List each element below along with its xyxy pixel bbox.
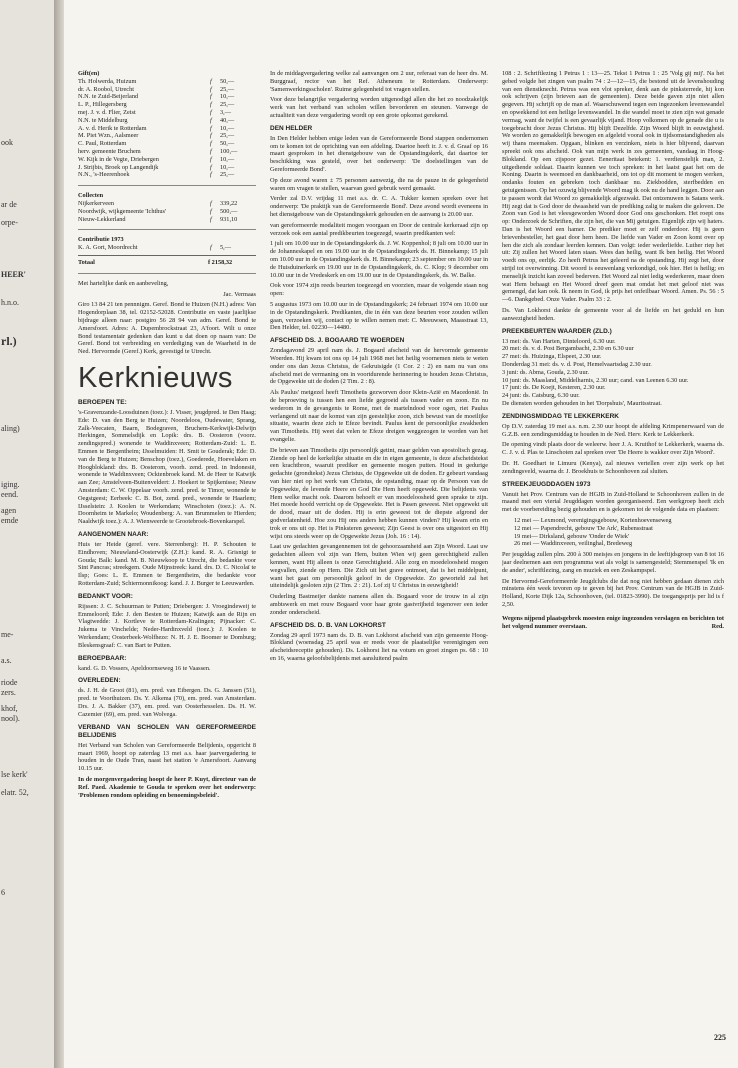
- divider: [78, 229, 256, 230]
- aangenomen-heading: AANGENOMEN NAAR:: [78, 530, 149, 538]
- currency-symbol: f: [210, 85, 212, 93]
- den-helder-heading: DEN HELDER: [270, 124, 313, 132]
- afscheid-bogaard-text: De brieven aan Timotheüs zijn persoonlijk getint, maar gelden van apostolisch gezag. Ziende op heel de kerkelijke situatie en die in eigen gemeente, is deze afscheidstekst een krachtbron, waaruit prediker en gemeente mogen putten. Houd in gedurige gedachte (grondtekst) Jezus Christus, de Opgewekte uit de doden. Er gebeurt vandaag van hier niet op het werk van Christus, de opstanding, maar op de Persoon van de Opgewekte, de levende Heere en God Die Hem heeft opgewekt. Die belijdenis van Hem welke macht ook. Daarom behoeft er van moedeloosheid geen sprake te zijn. Het moede hoofd verricht op de Opgewekte. Het is Pasen geweest. Niet opgewekt uit de dood, maar uit de doden. Hij is erin geweest tot de diepste afgrond der godverlatenheid. Hoe zou Hij ons anders hebben kunnen vinden? Hij kwam erin en trok er ons uit op. Het is Pinksteren geweest; Zijn Geest is over ons uitgestort en Hij wijst ons steeds weer op de Opgewekte Jezus (Joh. 16 : 14).: [270, 446, 488, 540]
- donor-name: W. Kijk in de Vegte, Driebergen: [78, 155, 159, 163]
- den-helder-text: Verder zal D.V. vrijdag 11 mei a.s. dr. C. A. Tukker komen spreken over het onderwerp: 'De praktijk van de Gereformeerde Bond'. Deze avond wordt eveneens in het dienstgebouw van de Opstandingskerk gehouden en de aanvang is 20.00 uur.: [270, 195, 488, 218]
- prev-fragment: HEER': [1, 270, 26, 279]
- thanks-line: Met hartelijke dank en aanbeveling,: [78, 279, 169, 287]
- currency-symbol: f: [210, 155, 212, 163]
- giro-info: Giro 13 84 21 ten pennnigm. Geref. Bond te Huizen (N.H.) adres: Van Hogendorplaan 38, tel. 02152-52028. Contributie en vaste jaarlijkse bijdrage alleen naar: postgiro 56 28 94 van adm. Geref. Bond te Amersfoort. Adres: A. Dupembrockstraat 23, A'foort. Wilt u onze Bond testamentair gedenken dan kunt u dat doen op naam van: De Geref. Bond tot verbreiding en verdediging van de Waarheid in de Ned. Hervormde (Geref.) Kerk, gevestigd te Utrecht.: [78, 301, 256, 356]
- streekjeugddagen-dates: [502, 517, 724, 548]
- table-row: [78, 164, 256, 172]
- bedankt-heading: BEDANKT VOOR:: [78, 592, 133, 600]
- donation-amount: 5,—: [220, 244, 232, 252]
- list-item: 12 mei — Lexmond, verenigingsgebouw, Kortenhoevenseweg: [514, 516, 672, 524]
- table-row: [78, 117, 256, 125]
- prev-fragment: eend.: [1, 490, 19, 499]
- donor-name: C. Paul, Rotterdam: [78, 140, 127, 148]
- list-item: 12 mei — Papendrecht, gebouw 'De Ark', Rubensstraat: [514, 524, 653, 532]
- beroepen-text: 's-Gravenzande-Loosduinen (toez.): J. Visser, jeugdpred. te Den Haag; Ede: D. van den Berg te Huizen; Noordeloos, Oudewater, Sprang, Zalk-Veecaten, Baarn, Bodegraven, Bruchem-Kerkwijk-Delwijn Herkingen, Sommelsdijk en Lopik: drs. B. Oosteron (voorz. zendingspred.) wonende te Waddinxveen; Rotterdam-Zuid: L. E. Emmen te Bergentheim; IJsselmuiden: H. Smit te Gouderak; Ede: D. van de Berg te Huizen; Benschop (toez.), Goederede, Hoevelaken en Hoogblokland: drs. B. Oosterom, voorh. zend. pred. in Indonesië, wonende te Waddinxveen; Ocktenbroek kand. M. de Heer te Katwijk aan Zee; Amstelveen-Buitenveldert: J. Hoekert te Spijkenisse; Nieuw Amsterdam: C. W. Oppelaar voorh. zend. pred. te Timor, wonende te Oegstgeest; Eerbeek: C. B. Bot, zend. pred., wonende te Haarlem; IJsselstein: J. Koolen te Werkendam; Winschoten (toez.): A. N. Doornheim te Markelo; Woudenberg: A. van Brummelen te Hierden; Naaldwijk toez.): A. J. Wienweerde te Grootebroek-Bovenkarspel.: [78, 408, 256, 526]
- list-item: 27 mei: ds. Huizinga, Elspeet, 2.30 uur.: [502, 353, 602, 361]
- donor-name: N.N. te Middelburg: [78, 116, 128, 124]
- footer-note: [502, 615, 724, 631]
- donation-amount: 50,—: [220, 77, 235, 85]
- column-2: [270, 70, 488, 1060]
- total-label: Totaal: [78, 258, 95, 266]
- table-row: [78, 148, 256, 156]
- table-row: [78, 78, 256, 86]
- donor-name: dr. A. Roobol, Utrecht: [78, 85, 134, 93]
- afscheid-lokhorst-text: Zondag 29 april 1973 nam ds. D. B. van Lokhorst afscheid van zijn gemeente Hoog-Blokland (woensdag 25 april was er reeds voor de plaatselijke verenigingen een afscheidsreceptie gehouden). Ds. Lokhorst liet na votum en groet zingen ps. 68 : 10 en 16, waarna geloofsbelijdenis met aansluitend psalm: [270, 631, 488, 662]
- beroepbaar-text: kand. G. D. Vossers, Apeldoornseweg 16 te Vaassen.: [78, 664, 211, 672]
- divider: [78, 255, 256, 256]
- gifts-table: [78, 78, 256, 179]
- afscheid-bogaard-text: Zondagavond 29 april nam ds. J. Bogaard afscheid van de hervormde gemeente Woerden. Hij kwam tot ons op 14 juli 1968 met het heilig voornemen niets te weten onder ons dan Jezus Christus, de Gekruisigde (1 Cor. 2 : 2) en nam nu van ons afscheid met de vermaning om in voortdurende herinnering te houden Jezus Christus, de Opgewekte uit de doden (2 Tim. 2 : 8).: [270, 347, 488, 386]
- collecten-table: [78, 200, 256, 223]
- currency-symbol: f: [210, 163, 212, 171]
- donation-amount: 3,—: [220, 108, 232, 116]
- list-item: 19 mei— Dirksland, gebouw 'Onder de Wiek': [514, 532, 630, 540]
- donation-amount: 10,—: [220, 124, 235, 132]
- list-item: De diensten worden gehouden in het 'Dorpshuis', Mauritsstraat.: [502, 399, 662, 407]
- currency-symbol: f: [210, 199, 212, 207]
- donor-name: N.N., 's-Heerenhoek: [78, 171, 130, 179]
- currency-symbol: f: [210, 132, 212, 140]
- currency-symbol: f: [210, 171, 212, 179]
- column-3: [502, 70, 724, 1060]
- den-helder-text: In Den Helder hebben enige leden van de Gereformeerde Bond stappen ondernomen om te komen tot de oprichting van een afdeling. Daartoe heeft ir. J. v. d. Graaf op 16 maart gesproken in het dienstgebouw van de Opstandingskerk, dat daartoe ter beschikking was gesteld, over het onderwerp: 'De doelstellingen van de Gereformeerde Bond'.: [270, 134, 488, 174]
- verband-afternoon: In de middagvergadering welke zal aanvangen om 2 uur, referaat van de heer drs. M. Burggraaf, rector van het Ref. Atheneum te Rotterdam. Onderwerp: 'Samenwerkingsscholen'. Ruime gelegenheid tot vragen stellen.: [270, 70, 488, 93]
- preekbeurten-heading: PREEKBEURTEN WAARDER (ZLD.): [502, 327, 612, 335]
- table-row: [78, 101, 256, 109]
- donor-name: L. P., Hillegersberg: [78, 101, 127, 109]
- verband-invitation: Voor deze belangrijke vergadering worden uitgenodigd allen die het zo noodzakelijk werk van het verband van scholen willen bevorderen en steunen. Vanwege de actualiteit van deze vergadering wordt op een grote opkomst gerekend.: [270, 96, 488, 119]
- donation-amount: 50,—: [220, 140, 235, 148]
- total-row: [78, 259, 256, 267]
- donation-amount: 500,—: [220, 207, 238, 215]
- zendingsmiddag-text: Op D.V. zaterdag 19 mei a.s. n.m. 2.30 uur hoopt de afdeling Krimpenerwaard van de G.Z.B. een zendingsmiddag te houden in de Ned. Herv. Kerk te Lekkerkerk.: [502, 422, 724, 438]
- table-row: [78, 86, 256, 94]
- donation-amount: 40,—: [220, 116, 235, 124]
- currency-symbol: f: [210, 108, 212, 116]
- total-amount: f 2158,32: [208, 258, 233, 266]
- prev-fragment: elatr. 52,: [1, 788, 29, 797]
- table-row: [78, 109, 256, 117]
- currency-symbol: f: [210, 147, 212, 155]
- afscheid-bogaard-heading: AFSCHEID DS. J. BOGAARD TE WOERDEN: [270, 337, 405, 345]
- table-row: [78, 132, 256, 140]
- table-row: [78, 171, 256, 179]
- prev-fragment: 6: [1, 888, 5, 897]
- list-item: 3 juni: ds. Abma, Gouda, 2.30 uur.: [502, 368, 589, 376]
- currency-symbol: f: [210, 244, 212, 252]
- list-item: 20 mei: ds. v. d. Post Bergambacht, 2.30 en 6.30 uur: [502, 345, 634, 353]
- beroepbaar-heading: BEROEPBAAR:: [78, 654, 127, 662]
- den-helder-text: 1 juli om 10.00 uur in de Opstandingskerk ds. J. W. Koppenhol; 8 juli om 10.00 uur in de Johanneskapel en om 19.00 uur in de Opstandingskerk ds. H. Binnekamp; 15 juli om 10.00 uur in de Opstandingskerk ds. H. Binnekamp; 23 september om 10.00 uur in de Huisduinerkerk en 19.00 uur in de Opstandingskerk, ds. C. Klop; 9 december om 10.00 uur in de Vredeskerk en om 19.00 uur in de Opstandingskerk, ds. W. Balke.: [270, 240, 488, 279]
- contributie-heading: Contributie 1973: [78, 236, 124, 244]
- verband-heading: VERBAND VAN SCHOLEN VAN GEREFORMEERDE BELIJDENIS: [78, 723, 256, 739]
- donation-amount: 10,—: [220, 155, 235, 163]
- table-row: [78, 244, 256, 252]
- table-row: [78, 140, 256, 148]
- table-row: [78, 93, 256, 101]
- list-item: 10 juni: ds. Maasland, Middelharnis, 2.30 uur; cand. van Leenen 6.30 uur.: [502, 376, 689, 384]
- currency-symbol: f: [210, 77, 212, 85]
- donor-name: Nieuw-Lekkerland: [78, 215, 126, 223]
- prev-fragment: ar de: [1, 200, 17, 209]
- prev-fragment: orpe-: [1, 218, 18, 227]
- gifts-heading: Gift(en): [78, 70, 100, 77]
- prev-fragment: zers.: [1, 688, 16, 697]
- donation-amount: 100,—: [220, 147, 238, 155]
- donation-amount: 25,—: [220, 171, 235, 179]
- currency-symbol: f: [210, 140, 212, 148]
- prev-fragment: nool).: [1, 714, 20, 723]
- verband-text: Het Verband van Scholen van Gereformeerde Belijdenis, opgericht 8 maart 1969, hoopt op zaterdag 13 mei a.s. haar jaarvergadering te houden in de Oude Tran, naast het station 'e Amersfoort. Aanvang 10.15 uur.: [78, 741, 256, 773]
- donor-name: N.N. te Zuid-Beijerland: [78, 93, 139, 101]
- footer-signature: Red.: [711, 622, 724, 630]
- prev-fragment: khof,: [1, 704, 18, 713]
- afscheid-bogaard-text: Als Paulus' metgezel heeft Timotheüs gezworven door Klein-Azië en Macedonië. In de beproeving is tussen hen een liefde gegroeid als tussen vader en zoon. En nu wederom in de gevangenis te Rome, met de martelndood voor ogen, riet Paulus verlangend uit naar de komst van zijn geestelijke zoon, zich bewust van de moeilijke situatie, waarin deze zich te Efeze bevindt. Paulus kent de persoonlijke zwakheden van Timotheüs. Hij weet dat velen te Efeze dreigen weggezogen te worden van het evangelie.: [270, 389, 488, 443]
- donor-name: herv. gemeente Bruchem: [78, 147, 141, 155]
- signature: Jac. Vermaas: [223, 290, 256, 298]
- page-binding: [54, 0, 64, 1068]
- aangenomen-text: Huis ter Heide (geref. vere. Sterrenberg): H. P. Schouten te Eindhoven; Nieuwland-Oosterwijk (Z.H.): kand. R. A. Grisnigt te Gouda; Balk: kand. M. B. Nieuwkoop te Utrecht, die bedankte voor Sint Pancras; streekgem. Oude Mijnstreek: kand. drs. D. C. Nicolaï te Ilsp; Goes: L. E. Emmen te Bergentheim, die bedankte voor Rotterdam-Zuid; Schiermonnikoog: kand. J. J. Burger te Leeuwarden.: [78, 540, 256, 587]
- zendingsmiddag-text: Dr. H. Goedhart te Limuru (Kenya), zal nieuws vertellen over zijn werk op het zendingsveld, waarna dr. J. Broekhuis te Schoonhoven zal sluiten.: [502, 459, 724, 475]
- page-number: 225: [714, 1033, 726, 1042]
- table-row: [78, 125, 256, 133]
- prev-fragment: aling): [1, 424, 20, 433]
- currency-symbol: f: [210, 101, 212, 109]
- list-item: 17 juni: ds. De Koejt, Kesteren, 2.30 uur.: [502, 384, 606, 392]
- prev-fragment: a.s.: [1, 656, 12, 665]
- streekjeugddagen-heading: STREEKJEUGDDAGEN 1973: [502, 480, 591, 488]
- column-1: [78, 70, 256, 1060]
- donor-name: K. A. Gort, Moordrecht: [78, 244, 138, 252]
- bedankt-text: Rijssen: J. C. Schuurman te Putten; Driebergen: J. Vroegindeweij te Emmeloord; Ede: J. den Besten te Huizen; Katwijk aan de Rijn en Vlagtwedde: J. Kortleve te Rotterdam-Kralingen; Pijnacker: C. Jukema te Vinchelde; Neder-Hardinxveld (toez.): J. Koolen te Werkendam; Oosterbeek-Wolfheze: N. H. J. E. Boomer te Domburg; Bleskensgraaf: C. van Bart te Putten.: [78, 602, 256, 649]
- lokhorst-sermon: 108 : 2. Schriftlezing 1 Petrus 1 : 13—25. Tekst 1 Petrus 1 : 25 'Volg gij mij'. Na het gebed volgde het zingen van psalm 74 : 2—12—15, die bestond uit de levenshouding van een dienstknecht. Petrus was een vlot spreker, denk aan de pinksterrede, hij kon ook schrijven (zijn brieven aan de gemeenten). Deze beide gaven zijn niet allen gegeven. Hij schrijft op de man af. Waarschuwend tegen een ingezonken levenswandel en opwekkend tot een heilige levenswandel. In die wandel moet te zien zijn wat genade vermag, want de twijfel is een gevaarlijk vijand. Hoop volkomen op de genade die u is toegebracht door Jezus Christus. Hij blijft Dezelfde. Zijn Woord blijft in eeuwigheid. We worden zo gemakkelijk bewogen en afgeleid vooral ook in tijdsomstandigheden als wij thans meemaken. Opgaan, blinken en verzinken, niets is hier blijvend, daarvan spreekt ook ons afscheid. Ook van mijn werk in zes gemeenten, vandaag in Hoog-Blokland. Op een zijspoor gezet. Eeneritaat betekent: 1. verdienstelijk man, 2. uitgediende soldaat. Daarin kunnen we toch spreken: in het laatst gaat het om de Koning. Daarin is weemoed en dankbaarheid, om tot op dit moment te mogen werken, ondanks fouten en gebreken toch dankbaar nu. Ziekbodden, sterfbedden en getuigenissen. Op het ozuwig blijvende Woord mag ik ook nu de hand leggen. Door aan te passen wordt dat Woord zo gemakkelijk afgezwakt. Dat ontzenuwen is Satans werk. Hij zegt dat is God door de dwaasheid van de prediking zalig te maken die geloven. De Zoon van God is het vleesgeworden Woord door God ons geschonken. Het roept ons op: Onderzoek de Schriften, die zijn het, die van Mij getuigen. Eigenlijk zijn wij haters. Dan is het Woord een hamer. De prediker moet er zelf onderdoor. Hij is geen brievenbesteller, het gaat door hem heen. De liefde van Vader en Zoon komt over op hen die zich als zondaar leerden kennen. Dan volgt: ieder wederliefde. Luther riep het uit: Zij zullen het Woord laten staan. Wees dan heilig, want Ik ben heilig. Het Woord voedt ons op, eerlijk. Zo heeft Petrus het geleerd na de opstanding. Hij zegt het, door strijd tot overwinning. Dit woord is eeuwenlang verkondigd, ook hier. Het is heilig; en menselijk inzicht kan zoveel bederven. Het Woord zal niet ledig wederkeren, maar doen wat Hem behaagt en Het Woord dreef geen mat omdat het met geloof niet was gemengd, dat kan ook. Ik neem in God, ik prijs het onfeilbaar Woord. Amen. Ps. 56 : 5—6. Dankgebed. Onze Vader. Psalm 33 : 2.: [502, 70, 724, 304]
- donation-amount: 10,—: [220, 163, 235, 171]
- table-row: [78, 156, 256, 164]
- donation-amount: 25,—: [220, 132, 235, 140]
- prev-fragment: iging.: [1, 480, 20, 489]
- currency-symbol: f: [210, 215, 212, 223]
- streekjeugddagen-text: De Hervormd-Gereformeerde Jeugdclubs die dat nog niet hebben gedaan dienen zich minstens één week tevoren op te geven bij het Prov. Centrum van de HGJB in Zuid-Holland, Korte Dijk 12a, Schoonhoven, (tel. 01823-3990). De toegangsprijs per lid is f 2,50.: [502, 577, 724, 608]
- footer-note-text: Wegens nijpend plaatsgebrek moesten enige ingezonden verslagen en berichten tot het volgend nummer overstaan.: [502, 614, 724, 630]
- divider: [78, 273, 256, 274]
- overleden-heading: OVERLEDEN:: [78, 677, 121, 685]
- currency-symbol: f: [210, 207, 212, 215]
- donor-name: A. v. d. Herik te Rotterdam: [78, 124, 147, 132]
- den-helder-text: van gereformeerde modaliteit mogen voorgaan en Door de centrale kerkeraad zijn op verzoek ook een aantal predikbeurten toegezegd, waarin predikanten wel:: [270, 221, 488, 237]
- contributie-table: [78, 244, 256, 252]
- zendingsmiddag-heading: ZENDINGSMIDDAG TE LEKKERKERK: [502, 412, 620, 420]
- donation-amount: 25,—: [220, 85, 235, 93]
- kerknieuws-title: Kerknieuws: [78, 361, 233, 394]
- afscheid-lokhorst-heading: AFSCHEID DS. D. B. VAN LOKHORST: [270, 621, 386, 629]
- table-row: [78, 200, 256, 208]
- den-helder-text: Op deze avond waren ± 75 personen aanwezig, die na de pauze in de gelegenheid waren om vragen te stellen, waarvan goed gebruik werd gemaakt.: [270, 176, 488, 192]
- streekjeugddagen-text: Vanuit het Prov. Centrum van de HGJB in Zuid-Holland te Schoonhoven zullen in de maand mei een viertal Jeugddagen worden georganiseerd. Een werkgroep heeft zich met de voorbereiding bezig gehouden en is gekomen tot de volgende data en plaatsen:: [502, 490, 724, 514]
- beroepen-heading: BEROEPEN TE:: [78, 398, 127, 406]
- donor-name: J. Strijbis, Broek op Langendijk: [78, 163, 159, 171]
- den-helder-text: Ook voor 1974 zijn reeds beurten toegezegd en voorzien, maar de volgende staan nog open:: [270, 282, 488, 298]
- table-row: [78, 216, 256, 224]
- prev-fragment: lse kerk': [1, 770, 28, 779]
- page-content: [64, 0, 738, 1068]
- lokhorst-thanks: Ds. Van Lokhorst dankte de gemeente voor al de liefde en het geduld en hun aanwezigheid heden.: [502, 306, 724, 322]
- donation-amount: 10,—: [220, 93, 235, 101]
- list-item: 26 mei — Waddinxveen, veilinghal, Bredeweg: [514, 540, 633, 548]
- donor-name: Nijkerkerveen: [78, 199, 115, 207]
- prev-fragment: riode: [1, 678, 18, 687]
- overleden-text: ds. J. H. de Groot (81), em. pred. van Eibergen. Ds. G. Janssen (51), pred. te Voorthuizen. Ds. Y. Alkema (70), em. pred. van Amsterdam. Drs. J. A. Bakker (37), em. pred. van Oosterhesselen. Ds. H. W. Cazemier (69), em. pred. van Wolvega.: [78, 687, 256, 718]
- list-item: 24 juni: ds. Catsburg, 6.30 uur.: [502, 392, 580, 400]
- prev-fragment: agen: [1, 506, 17, 515]
- prev-fragment: emde: [1, 516, 19, 525]
- previous-page-edge: [0, 0, 55, 1068]
- donor-name: Noordwijk, wijkgemeente 'Ichthus': [78, 207, 167, 215]
- list-item: 13 mei: ds. Van Harten, Dinteloord, 6.30 uur.: [502, 337, 616, 345]
- prev-fragment: ook: [1, 138, 13, 147]
- collecten-heading: Collecten: [78, 192, 104, 200]
- verband-text-2: In de morgenvergadering hoopt de heer P. Kuyt, directeur van de Ref. Paed. Akademie te Gouda te spreken over het onderwerp: 'Problemen rondom opleiding en benoemingsbeleid'.: [78, 775, 256, 799]
- divider: [78, 185, 256, 186]
- currency-symbol: f: [210, 93, 212, 101]
- currency-symbol: f: [210, 124, 212, 132]
- donation-amount: 931,10: [220, 215, 238, 223]
- prev-fragment: rl.): [1, 334, 17, 348]
- zendingsmiddag-text: De opening vindt plaats door de weleerw. heer J. A. Kruithof te Lekkerkerk, waarna ds. C. J. v. d. Plas te Linschoten zal spreken over 'De Heere is wakker over Zijn Woord'.: [502, 441, 724, 457]
- currency-symbol: f: [210, 116, 212, 124]
- prev-fragment: me-: [1, 630, 14, 639]
- donation-amount: 25,—: [220, 101, 235, 109]
- table-row: [78, 208, 256, 216]
- donor-name: M. Piet Wzn., Aalsmeer: [78, 132, 139, 140]
- list-item: Donderdag 31 mei: ds. v. d. Post, Hemelvaartsdag 2.30 uur.: [502, 360, 652, 368]
- donation-amount: 339,22: [220, 199, 238, 207]
- prev-fragment: h.n.o.: [1, 298, 19, 307]
- donor-name: mej. J. v. d. Flier, Zeist: [78, 108, 136, 116]
- afscheid-bogaard-text: Ouderling Bastmeijer dankte namens allen ds. Bogaard voor de trouw in al zijn ambtswerk en met rouw Bogaard voor haar grote gastvrijheid tegenover een ieder zonder onderscheid.: [270, 593, 488, 616]
- afscheid-bogaard-text: Laat uw gedachten gevangennemen tot de gehoorzaamheid aan Zijn Woord. Laat uw gedachten alleen vol zijn van Hem, buiten Wien wij geen gerechtigheid zullen kennen, want Hij alleen is onze Gerechtigheid. Alle zorg en moedeloosheid mogen wegvallen, ziende op Hem. Die Zich uit het grave ontmoet, dat is het middelpunt, want het gaat om persoonlijk geloof in de Opgewekte. Zo geworteld zal het uiteindelijk gesloten zijn (2 Tim. 2 : 21). Lof zij U Christus in eeuwigheid!: [270, 543, 488, 590]
- streekjeugddagen-text: Per jeugddag zullen plm. 200 à 300 meisjes en jongens in de leeftijdsgroep van 8 tot 16 jaar deelnemen aan een programma wat als volgt is samengesteld; Stemmenspel 'Ik en de ander', schriftlezing, zang en muziek en een Zeskampspel.: [502, 551, 724, 574]
- den-helder-text: 5 augustus 1973 om 10.00 uur in de Opstandingskerk; 24 februari 1974 om 10.00 uur in de Opstandingskerk. Predikanten, die in één van deze beurten voor zouden willen gaan, verzoeken wij, contact op te willen nemen met: C. Meeuwsen, Maasstraat 13, Den Helder, tel. 02230—14480.: [270, 300, 488, 332]
- donor-name: Th. Holwerda, Huizum: [78, 77, 137, 85]
- preekbeurten-list: [502, 338, 724, 408]
